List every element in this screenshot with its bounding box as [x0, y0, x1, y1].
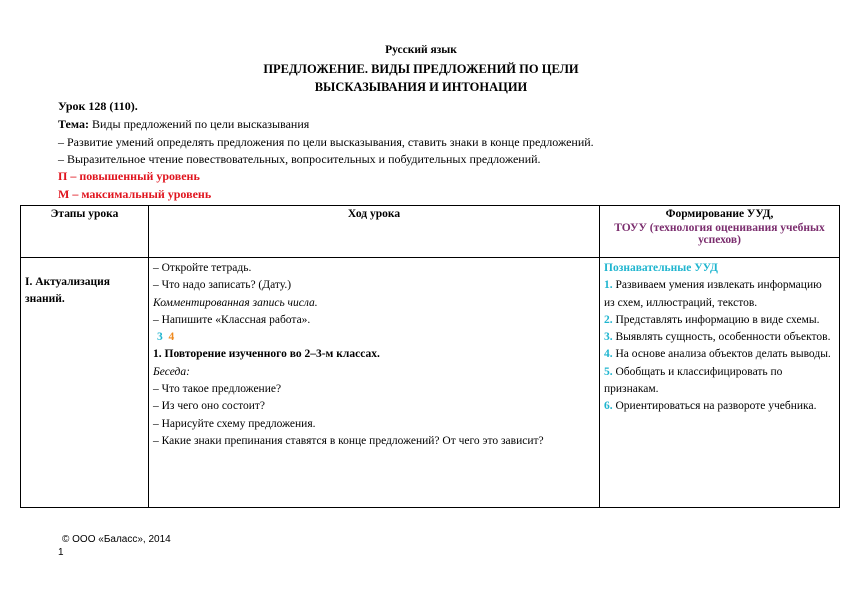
uud-item: 4. На основе анализа объектов делать выводы. — [604, 348, 831, 361]
course-line: – Что надо записать? (Дату.) — [153, 279, 292, 292]
header-uud — [600, 206, 840, 258]
course-cell — [149, 258, 600, 508]
uud-title: Познавательные УУД — [604, 262, 718, 274]
level-m-legend: М – максимальный уровень — [58, 187, 212, 201]
lesson-number: Урок 128 (110). — [58, 99, 138, 113]
course-line: Беседа: — [153, 365, 190, 378]
copyright: © ООО «Баласс», 2014 — [62, 534, 171, 545]
lesson-table — [20, 205, 840, 508]
course-line: – Откройте тетрадь. — [153, 262, 252, 274]
topic-label: Тема: — [58, 117, 89, 131]
marker-4: 4 — [168, 331, 175, 344]
topic-value: Виды предложений по цели высказывания — [88, 117, 310, 131]
uud-item: 6. Ориентироваться на развороте учебника. — [604, 400, 817, 413]
course-line: – Что такое предложение? — [153, 383, 282, 396]
uud-item: 3. Выявлять сущность, особенности объектов. — [604, 331, 831, 344]
table-row — [21, 258, 840, 508]
level-markers — [153, 329, 595, 346]
page-number: 1 — [58, 547, 64, 558]
table-header-row — [21, 206, 840, 258]
uud-item: 5. Обобщать и классифицировать по признакам. — [604, 365, 783, 396]
topic-line — [58, 117, 309, 131]
page-title-line-1: ПРЕДЛОЖЕНИЕ. ВИДЫ ПРЕДЛОЖЕНИЙ ПО ЦЕЛИ — [263, 62, 579, 76]
goal-2: – Выразительное чтение повествовательных, вопросительных и побудительных предложений. — [58, 152, 541, 166]
stage-name: I. Актуализация знаний. — [25, 276, 111, 306]
stage-cell — [21, 258, 149, 508]
course-line: – Какие знаки препинания ставятся в конце предложений? От чего это зависит? — [153, 434, 544, 447]
uud-item: 2. Представлять информацию в виде схемы. — [604, 313, 820, 326]
page-title-line-2: ВЫСКАЗЫВАНИЯ И ИНТОНАЦИИ — [314, 80, 528, 94]
uud-cell — [600, 258, 840, 508]
goal-1: – Развитие умений определять предложения по цели высказывания, ставить знаки в конце предложений. — [58, 135, 594, 149]
subject-heading: Русский язык — [385, 44, 457, 56]
uud-item: 1. Развиваем умения извлекать информацию из схем, иллюстраций, текстов. — [604, 279, 822, 309]
course-line: Комментированная запись числа. — [153, 296, 318, 309]
header-uud-subtitle: ТОУУ (технология оценивания учебных успехов) — [614, 222, 825, 246]
course-line: – Из чего оно состоит? — [153, 400, 265, 413]
course-line: – Нарисуйте схему предложения. — [153, 417, 316, 430]
course-line: – Напишите «Классная работа». — [153, 313, 311, 326]
level-p-legend: П – повышенный уровень — [58, 169, 200, 183]
header-course: Ход урока — [149, 206, 600, 258]
marker-3: 3 — [157, 331, 163, 344]
header-stages: Этапы урока — [21, 206, 149, 258]
header-uud-title: Формирование УУД, — [665, 208, 774, 220]
section-heading: 1. Повторение изученного во 2–3-м классах. — [153, 348, 380, 361]
